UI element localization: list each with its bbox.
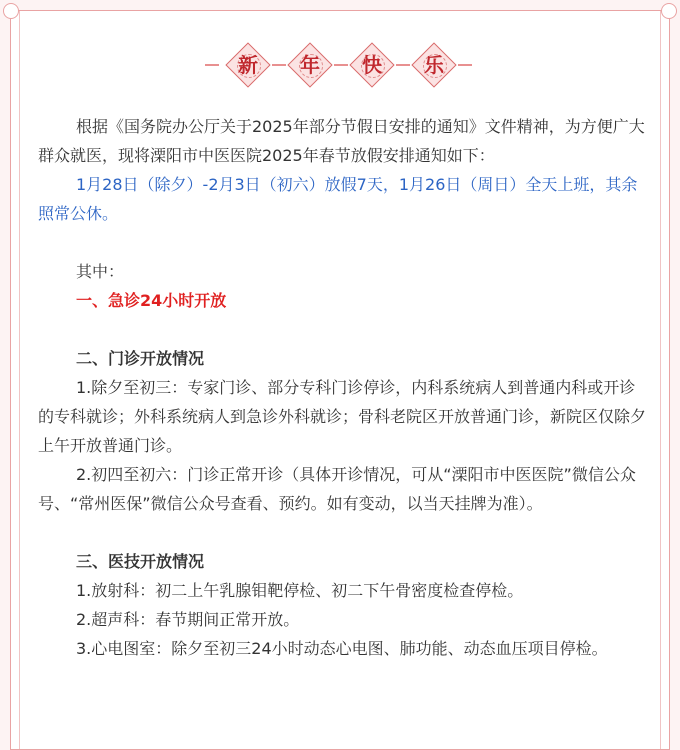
- banner-dash: [396, 64, 410, 66]
- banner-char-1: 新: [238, 53, 258, 77]
- banner-char-3: 快: [362, 53, 382, 77]
- banner-char-2: 年: [300, 53, 320, 77]
- section-medtech-title: 三、医技开放情况: [76, 552, 205, 571]
- outpatient-item-1: 1.除夕至初三：专家门诊、部分专科门诊停诊，内科系统病人到普通内科或开诊的专科就诊；外科系统病人到急诊外科就诊；骨科老院区开放普通门诊，新院区仅除夕上午开放普通门诊。: [38, 378, 647, 455]
- medtech-item-2: 2.超声科：春节期间正常开放。: [76, 610, 300, 629]
- outpatient-item-2: 2.初四至初六：门诊正常开诊（具体开诊情况，可从“溧阳市中医医院”微信公众号、“常州医保”微信公众号查看、预约。如有变动，以当天挂牌为准）。: [38, 465, 636, 513]
- section-emergency-title: 一、急诊24小时开放: [76, 291, 227, 310]
- corner-ornament-left: [3, 3, 19, 19]
- intro-paragraph: 根据《国务院办公厅关于2025年部分节假日安排的通知》文件精神，为方便广大群众就医，现将溧阳市中医医院2025年春节放假安排通知如下：: [38, 117, 645, 165]
- corner-ornament-right: [661, 3, 677, 19]
- among-label: 其中：: [76, 262, 125, 281]
- banner-dash: [458, 64, 472, 66]
- banner-tile-3: [349, 42, 395, 88]
- banner-tile-2: [287, 42, 333, 88]
- new-year-banner: [0, 42, 680, 94]
- banner-dash: [205, 64, 219, 66]
- holiday-schedule: 1月28日（除夕）-2月3日（初六）放假7天，1月26日（周日）全天上班，其余照常公休。: [38, 175, 638, 223]
- banner-dash: [272, 64, 286, 66]
- banner-tile-1: [225, 42, 271, 88]
- banner-char-4: 乐: [424, 53, 444, 77]
- section-outpatient-title: 二、门诊开放情况: [76, 349, 205, 368]
- medtech-item-1: 1.放射科：初二上午乳腺钼靶停检、初二下午骨密度检查停检。: [76, 581, 524, 600]
- banner-dash: [334, 64, 348, 66]
- banner-tile-4: [411, 42, 457, 88]
- medtech-item-3: 3.心电图室：除夕至初三24小时动态心电图、肺功能、动态血压项目停检。: [76, 639, 608, 658]
- notice-body: [38, 112, 650, 663]
